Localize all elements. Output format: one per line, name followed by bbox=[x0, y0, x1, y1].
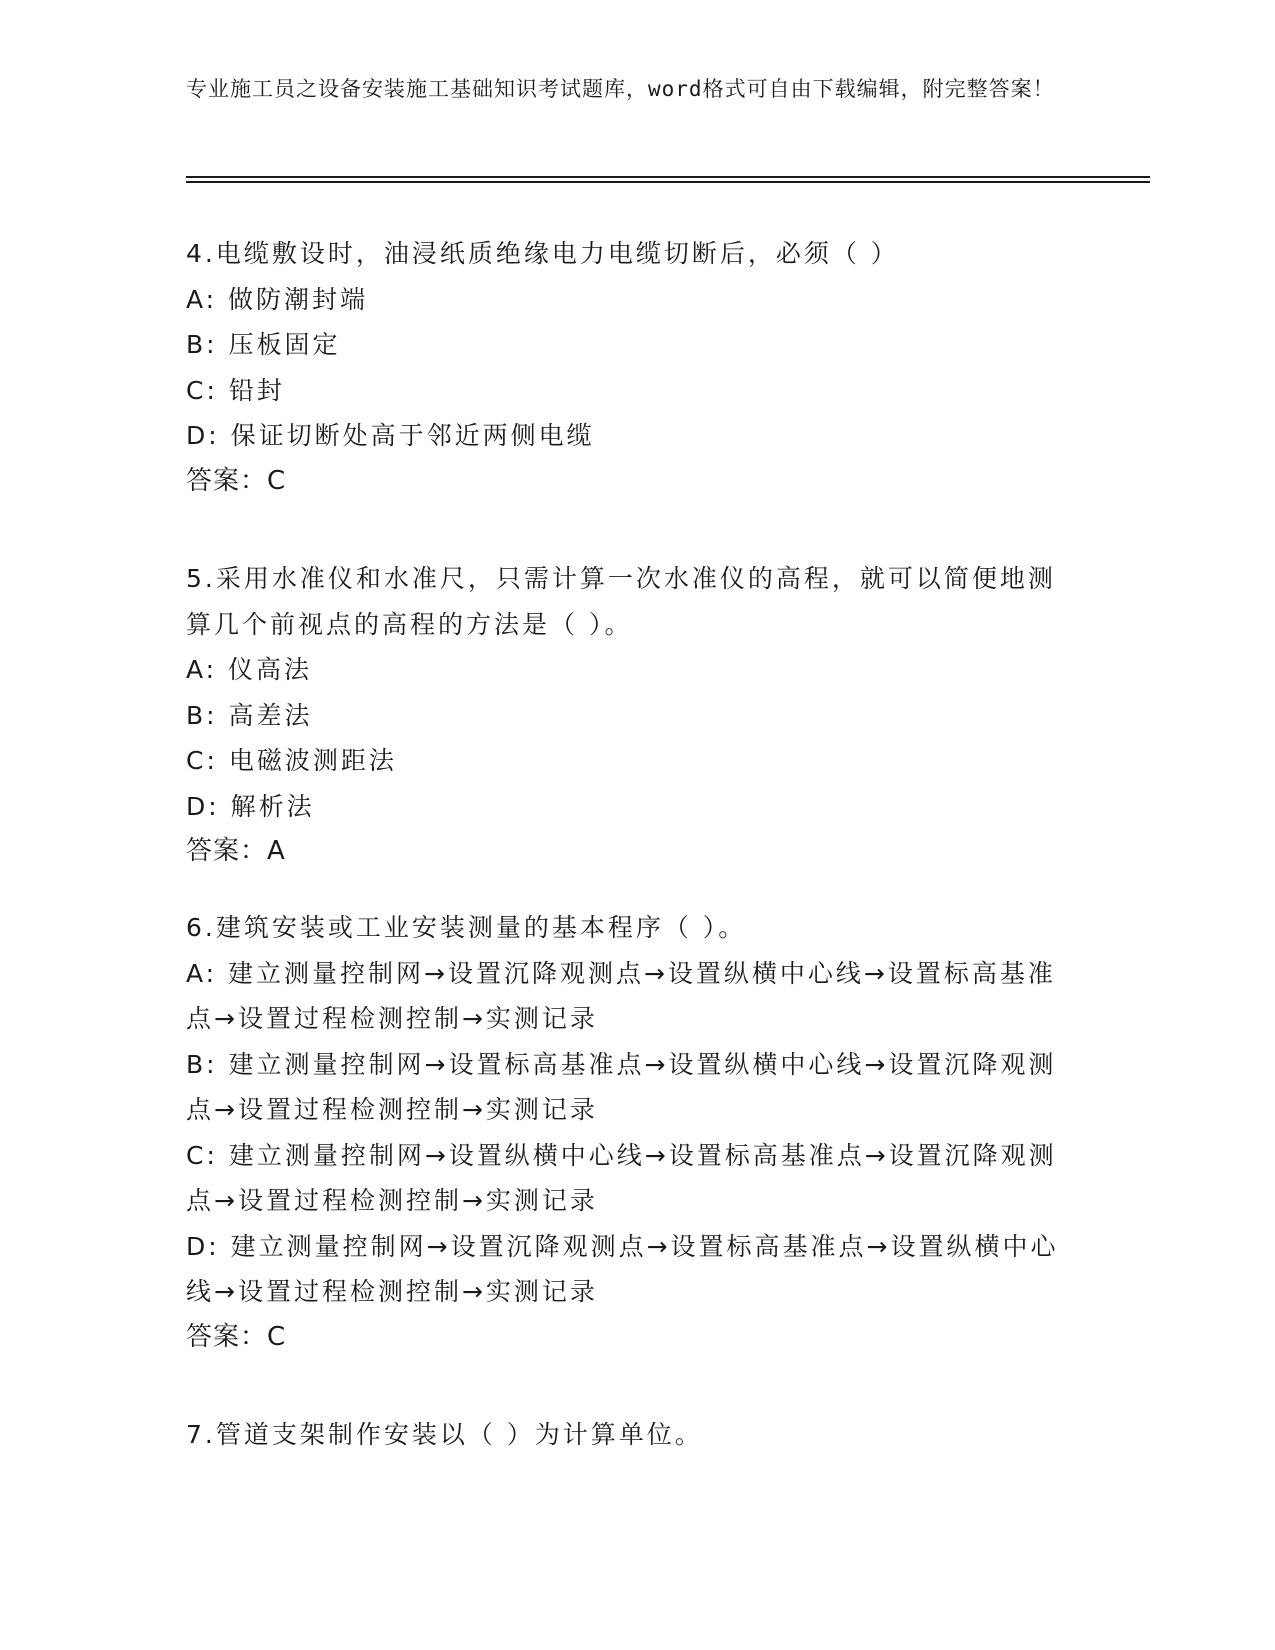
question-7 bbox=[186, 1412, 1066, 1458]
answer: 答案：C bbox=[186, 465, 287, 496]
option-b: B: 建立测量控制网→设置标高基准点→设置纵横中心线→设置沉降观测点→设置过程检测控制→实测记录 bbox=[186, 1049, 1057, 1124]
option-b: B: 压板固定 bbox=[186, 330, 341, 359]
option-a: A: 做防潮封端 bbox=[186, 284, 369, 314]
question-stem: 4.电缆敷设时，油浸纸质绝缘电力电缆切断后，必须（ ） bbox=[186, 239, 899, 268]
question-5 bbox=[186, 556, 1066, 875]
option-a: A: 仪高法 bbox=[186, 655, 313, 684]
option-c: C: 建立测量控制网→设置纵横中心线→设置标高基准点→设置沉降观测点→设置过程检测控制→实测记录 bbox=[186, 1140, 1057, 1215]
option-c: C: 电磁波测距法 bbox=[186, 746, 397, 775]
option-d: D: 建立测量控制网→设置沉降观测点→设置标高基准点→设置纵横中心线→设置过程检测控制→实测记录 bbox=[186, 1231, 1059, 1306]
option-d: D: 保证切断处高于邻近两侧电缆 bbox=[186, 421, 595, 450]
option-c: C: 铅封 bbox=[186, 375, 285, 405]
question-stem: 5.采用水准仪和水准尺，只需计算一次水准仪的高程，就可以简便地测算几个前视点的高程的方法是（ ）。 bbox=[186, 564, 1056, 639]
header-divider-bottom bbox=[186, 181, 1150, 183]
question-4 bbox=[186, 231, 1066, 504]
question-stem: 6.建筑安装或工业安装测量的基本程序（ ）。 bbox=[186, 913, 747, 942]
question-6 bbox=[186, 905, 1066, 1360]
answer: 答案：A bbox=[186, 836, 286, 866]
document-intro: 专业施工员之设备安装施工基础知识考试题库，word格式可自由下载编辑，附完整答案！ bbox=[186, 77, 1055, 101]
header-divider-top bbox=[186, 176, 1150, 178]
option-b: B: 高差法 bbox=[186, 700, 313, 730]
question-stem: 7.管道支架制作安装以（ ）为计算单位。 bbox=[186, 1420, 703, 1449]
option-d: D: 解析法 bbox=[186, 791, 315, 821]
option-a: A: 建立测量控制网→设置沉降观测点→设置纵横中心线→设置标高基准点→设置过程检测控制→实测记录 bbox=[186, 958, 1056, 1033]
answer: 答案：C bbox=[186, 1321, 287, 1352]
